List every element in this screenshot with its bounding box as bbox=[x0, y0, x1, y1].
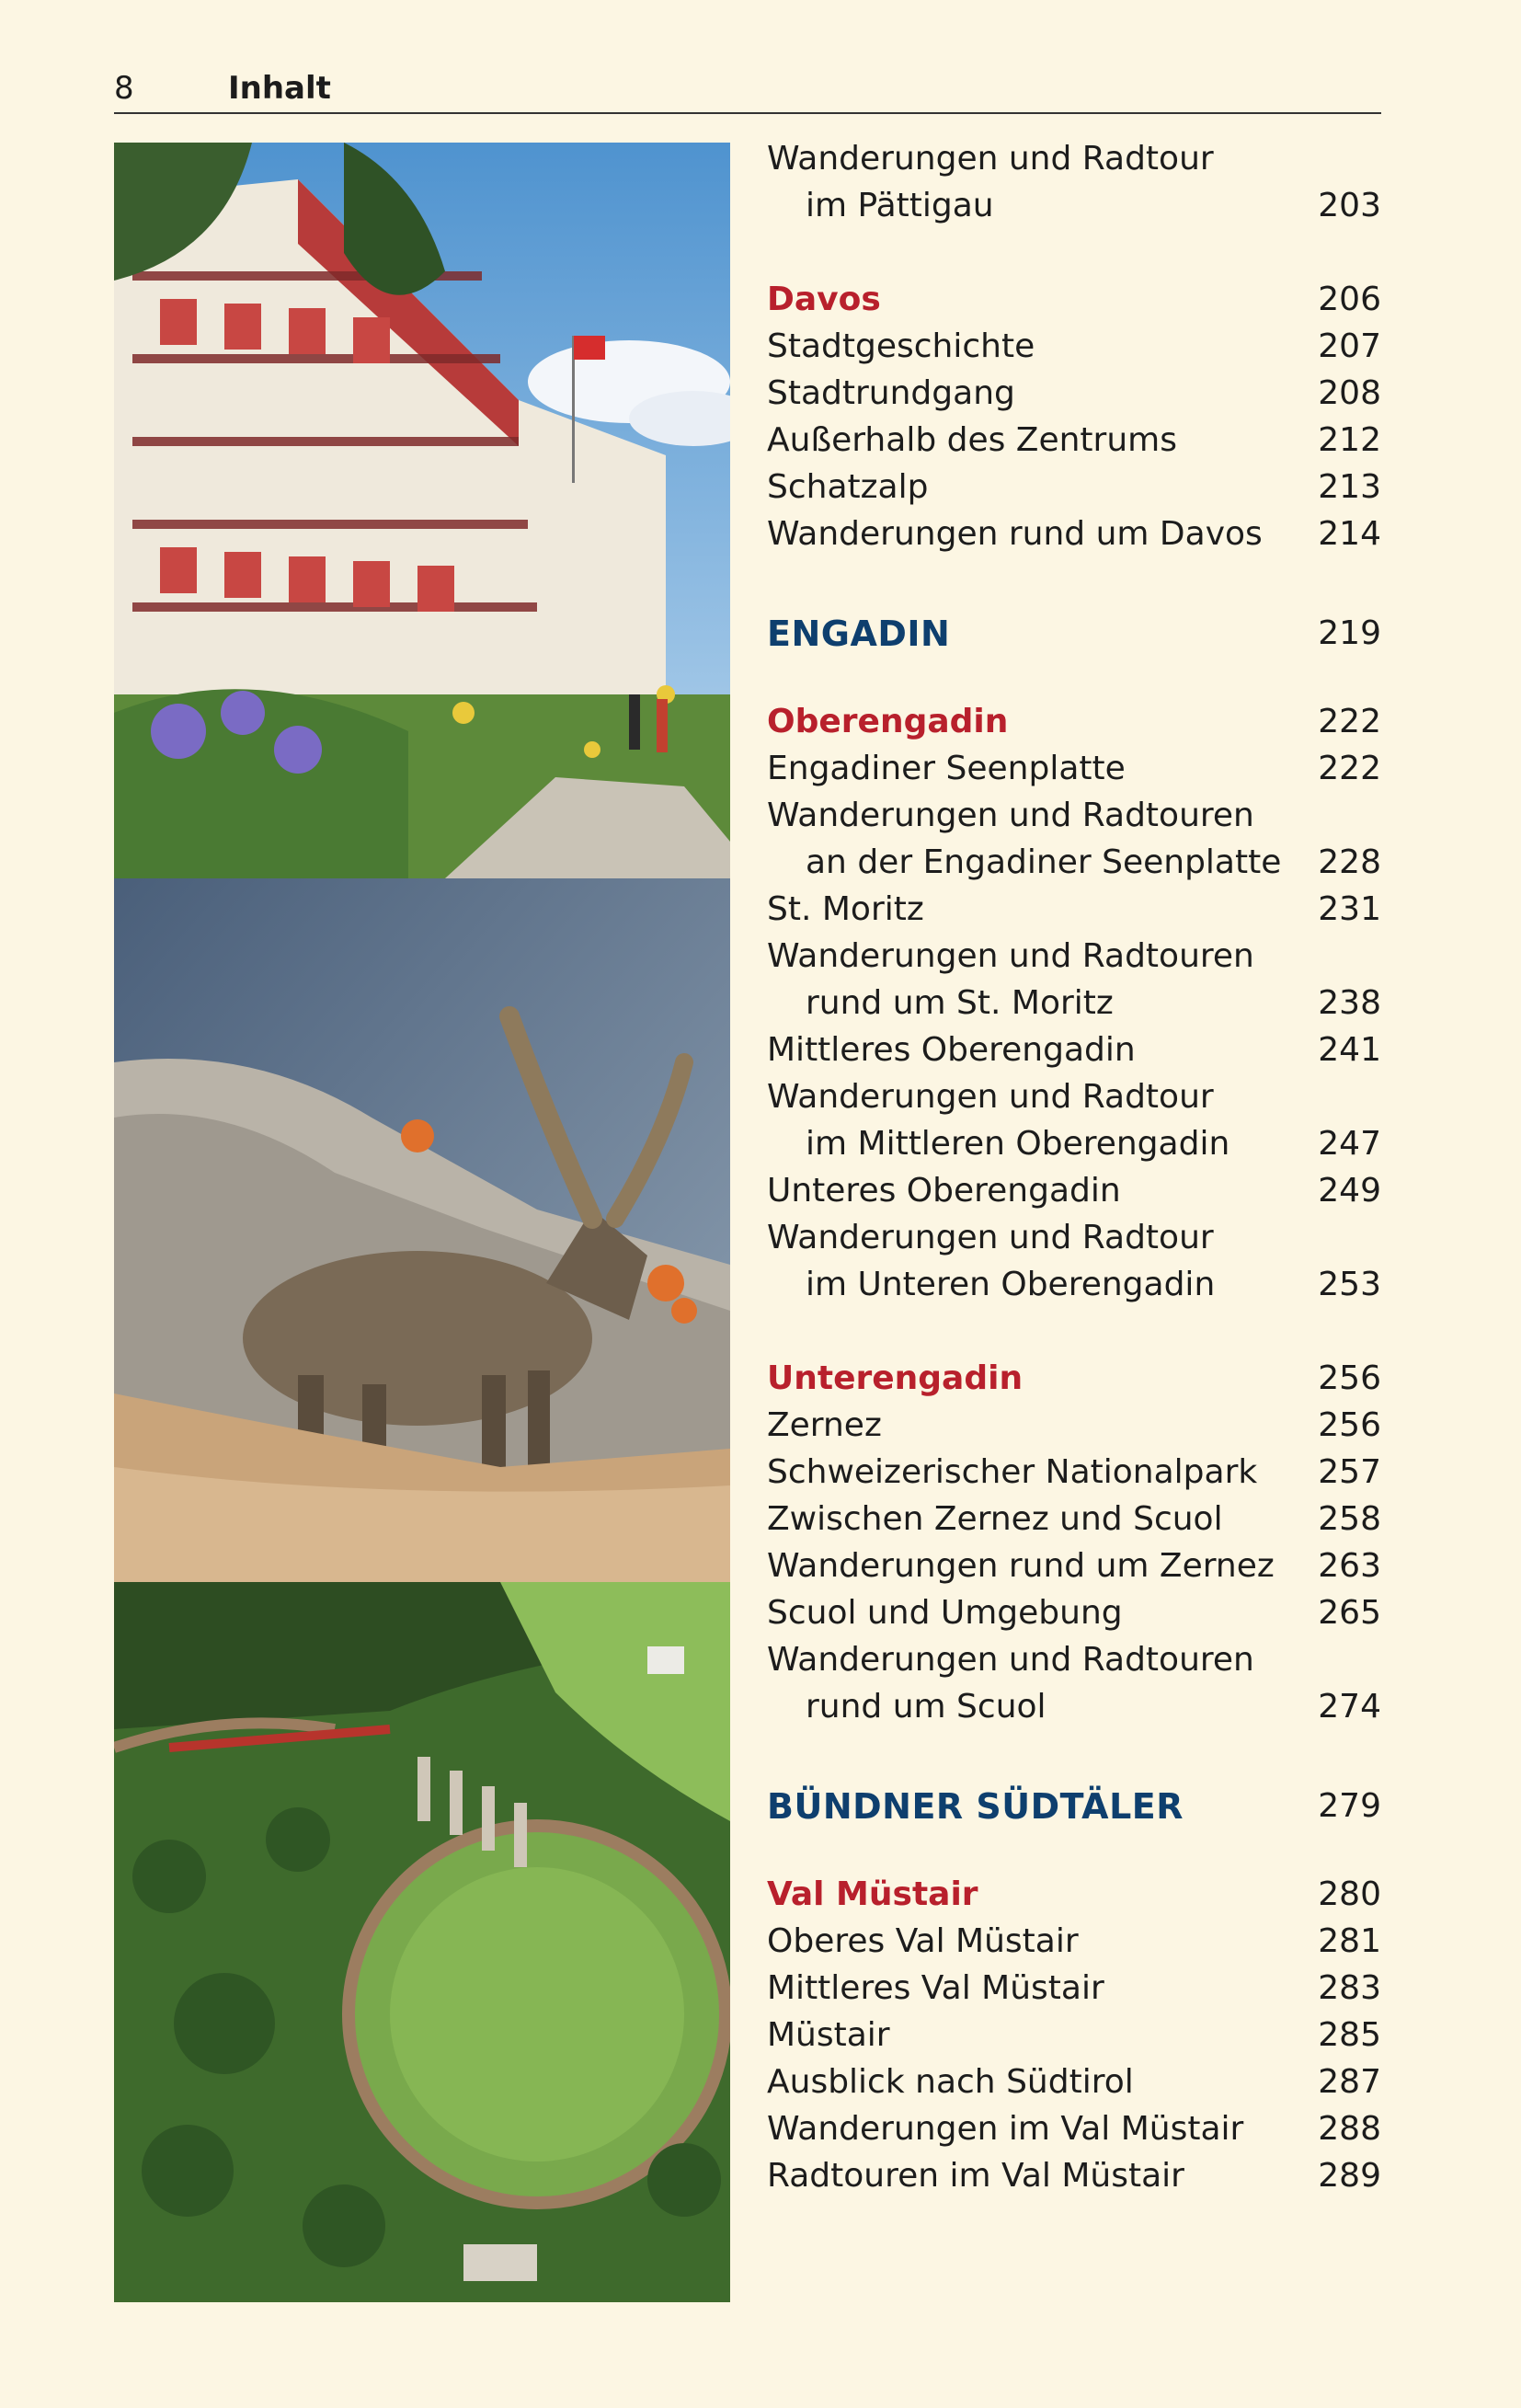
toc-entry[interactable]: Scuol und Umgebung 265 bbox=[767, 1592, 1381, 1634]
page-ref: 222 bbox=[1318, 703, 1381, 740]
toc-entry[interactable]: an der Engadiner Seenplatte 228 bbox=[767, 842, 1381, 884]
toc-section-heading[interactable]: Oberengadin 222 bbox=[767, 701, 1381, 743]
page-ref: 257 bbox=[1318, 1453, 1381, 1491]
page-ref: 228 bbox=[1318, 843, 1381, 881]
page-ref: 247 bbox=[1318, 1125, 1381, 1163]
toc-entry[interactable]: Ausblick nach Südtirol 287 bbox=[767, 2061, 1381, 2104]
page-ref: 256 bbox=[1318, 1359, 1381, 1397]
page-ref: 213 bbox=[1318, 468, 1381, 506]
page-ref: 253 bbox=[1318, 1266, 1381, 1303]
toc-entry[interactable]: Stadtgeschichte 207 bbox=[767, 326, 1381, 368]
section-title: Inhalt bbox=[228, 70, 331, 107]
toc-entry[interactable]: Wanderungen im Val Müstair 288 bbox=[767, 2108, 1381, 2150]
page-ref: 288 bbox=[1318, 2110, 1381, 2148]
toc-entry[interactable]: Außerhalb des Zentrums 212 bbox=[767, 419, 1381, 462]
toc-entry[interactable]: Wanderungen rund um Zernez 263 bbox=[767, 1545, 1381, 1588]
toc-chapter-heading[interactable]: BÜNDNER SÜDTÄLER 279 bbox=[767, 1786, 1381, 1827]
page-ref: 231 bbox=[1318, 890, 1381, 928]
page-ref: 206 bbox=[1318, 281, 1381, 318]
page-ref: 263 bbox=[1318, 1547, 1381, 1585]
toc-entry[interactable]: im Pättigau 203 bbox=[767, 185, 1381, 227]
toc-entry[interactable]: Wanderungen und Radtour bbox=[767, 1219, 1214, 1256]
page-ref: 283 bbox=[1318, 1969, 1381, 2007]
toc-entry[interactable]: Unteres Oberengadin 249 bbox=[767, 1170, 1381, 1212]
toc-entry[interactable]: Wanderungen und Radtour bbox=[767, 140, 1214, 178]
toc-entry[interactable]: St. Moritz 231 bbox=[767, 889, 1381, 931]
running-header bbox=[114, 66, 1381, 114]
toc-entry[interactable]: Wanderungen und Radtour bbox=[767, 1078, 1214, 1116]
photo-strip bbox=[114, 143, 730, 2302]
toc-entry[interactable]: Wanderungen und Radtouren bbox=[767, 797, 1254, 834]
toc-entry[interactable]: Mittleres Val Müstair 283 bbox=[767, 1967, 1381, 2010]
toc-entry[interactable]: Stadtrundgang 208 bbox=[767, 373, 1381, 415]
page-ref: 274 bbox=[1318, 1688, 1381, 1726]
toc-entry[interactable]: Zwischen Zernez und Scuol 258 bbox=[767, 1498, 1381, 1541]
toc-entry[interactable]: Schweizerischer Nationalpark 257 bbox=[767, 1451, 1381, 1494]
toc-entry[interactable]: rund um St. Moritz 238 bbox=[767, 982, 1381, 1025]
page-ref: 214 bbox=[1318, 515, 1381, 553]
toc-entry[interactable]: Mittleres Oberengadin 241 bbox=[767, 1029, 1381, 1072]
page-ref: 285 bbox=[1318, 2016, 1381, 2054]
toc-entry[interactable]: Müstair 285 bbox=[767, 2014, 1381, 2057]
page-ref: 238 bbox=[1318, 984, 1381, 1022]
page-ref: 207 bbox=[1318, 327, 1381, 365]
page-ref: 289 bbox=[1318, 2157, 1381, 2195]
toc-entry[interactable]: Schatzalp 213 bbox=[767, 466, 1381, 509]
page-ref: 279 bbox=[1318, 1787, 1381, 1825]
page-ref: 203 bbox=[1318, 187, 1381, 224]
page-ref: 256 bbox=[1318, 1406, 1381, 1444]
toc-entry[interactable]: im Mittleren Oberengadin 247 bbox=[767, 1123, 1381, 1165]
page-ref: 258 bbox=[1318, 1500, 1381, 1538]
toc-entry[interactable]: Oberes Val Müstair 281 bbox=[767, 1921, 1381, 1963]
toc-entry[interactable]: rund um Scuol 274 bbox=[767, 1686, 1381, 1728]
railway-viaduct-photo bbox=[114, 1582, 730, 2302]
page-ref: 212 bbox=[1318, 421, 1381, 459]
hotel-photo bbox=[114, 143, 730, 878]
page-ref: 287 bbox=[1318, 2063, 1381, 2101]
page-ref: 241 bbox=[1318, 1031, 1381, 1069]
toc-entry[interactable]: Wanderungen und Radtouren bbox=[767, 1641, 1254, 1679]
toc-entry[interactable]: Wanderungen rund um Davos 214 bbox=[767, 513, 1381, 556]
toc-chapter-heading[interactable]: ENGADIN 219 bbox=[767, 613, 1381, 654]
toc-section-heading[interactable]: Val Müstair 280 bbox=[767, 1874, 1381, 1916]
page-ref: 208 bbox=[1318, 374, 1381, 412]
page-ref: 280 bbox=[1318, 1875, 1381, 1913]
page-ref: 219 bbox=[1318, 614, 1381, 652]
page-ref: 249 bbox=[1318, 1172, 1381, 1210]
page-number: 8 bbox=[114, 70, 134, 107]
toc-entry[interactable]: Zernez 256 bbox=[767, 1405, 1381, 1447]
toc-entry[interactable]: im Unteren Oberengadin 253 bbox=[767, 1264, 1381, 1306]
ibex-photo bbox=[114, 878, 730, 1582]
toc-entry[interactable]: Radtouren im Val Müstair 289 bbox=[767, 2155, 1381, 2197]
page-ref: 222 bbox=[1318, 750, 1381, 787]
page-ref: 281 bbox=[1318, 1922, 1381, 1960]
toc-section-heading[interactable]: Unterengadin 256 bbox=[767, 1358, 1381, 1400]
toc-entry[interactable]: Wanderungen und Radtouren bbox=[767, 937, 1254, 975]
page-ref: 265 bbox=[1318, 1594, 1381, 1632]
toc-entry[interactable]: Engadiner Seenplatte 222 bbox=[767, 748, 1381, 790]
toc-section-heading[interactable]: Davos 206 bbox=[767, 279, 1381, 321]
